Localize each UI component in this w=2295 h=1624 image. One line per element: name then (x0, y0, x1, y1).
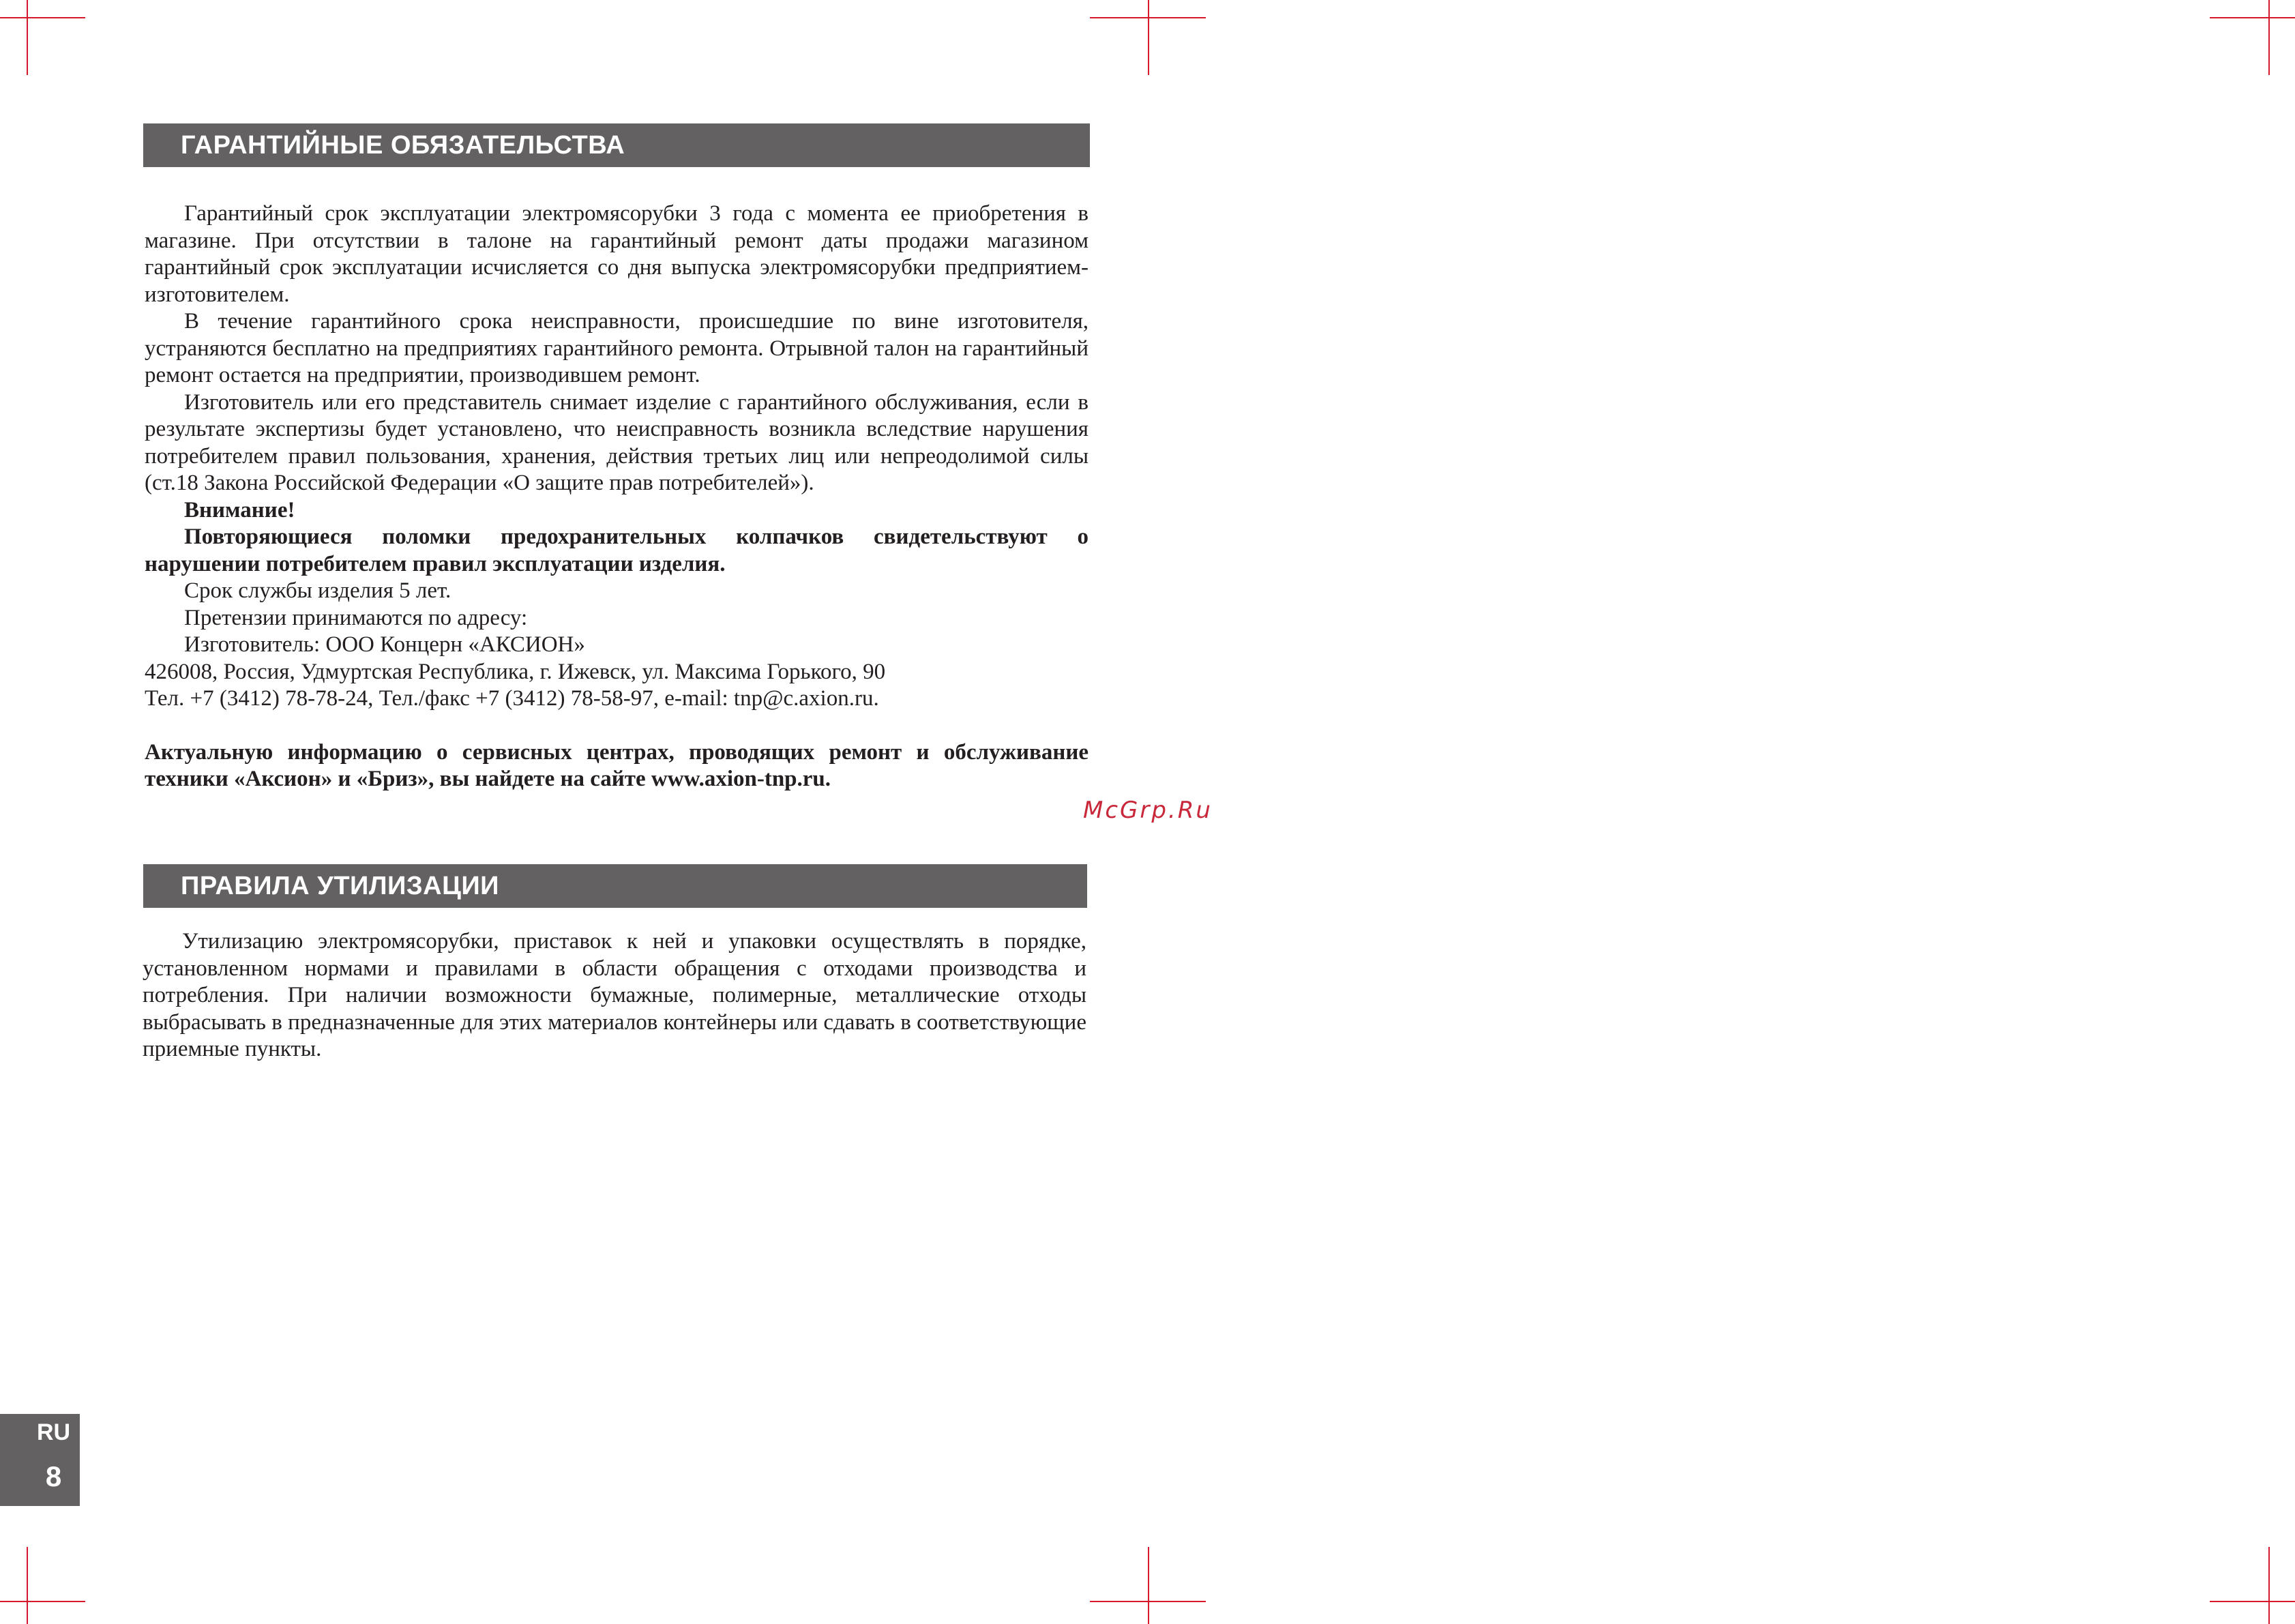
warranty-section-title: ГАРАНТИЙНЫЕ ОБЯЗАТЕЛЬСТВА (143, 123, 1090, 167)
page-number: 8 (45, 1460, 62, 1492)
manufacturer-contacts: Тел. +7 (3412) 78-78-24, Тел./факс +7 (3412) 78-58-97, e-mail: tnp@c.axion.ru. (145, 686, 879, 711)
language-label: RU (36, 1419, 71, 1445)
watermark: McGrp.Ru (1083, 797, 1213, 824)
service-centers-info: Актуальную информацию о сервисных центрах, проводящих ремонт и обслуживание техники «Аксион» и «Бриз», вы найдете на сайте www.axion-tnp.ru. (145, 739, 1089, 791)
warranty-paragraph: В течение гарантийного срока неисправности, происшедшие по вине изготовителя, устраняются бесплатно на предприятиях гарантийного ремонта. Отрывной талон на гарантийный ремонт остается на предприятии, производившем ремонт. (145, 309, 1089, 387)
page-tab (0, 1414, 80, 1506)
manufacturer-address: 426008, Россия, Удмуртская Республика, г. Ижевск, ул. Максима Горького, 90 (145, 659, 886, 684)
disposal-text (143, 928, 1086, 1063)
manufacturer-name: Изготовитель: ООО Концерн «АКСИОН» (184, 632, 585, 657)
claims-address-label: Претензии принимаются по адресу: (184, 605, 528, 630)
disposal-paragraph: Утилизацию электромясорубки, приставок к ней и упаковки осуществлять в порядке, установленном нормами и правилами в области обращения с отходами производства и потребления. При наличии возможности бумажные, полимерные, металлические отходы выбрасывать в предназначенные для этих материалов контейнеры или сдавать в соответствующие приемные пункты. (143, 929, 1086, 1061)
attention-warning: Повторяющиеся поломки предохранительных колпачков свидетельствуют о нарушении потребителем правил эксплуатации изделия. (145, 525, 1089, 576)
service-life: Срок службы изделия 5 лет. (184, 578, 451, 603)
warranty-paragraph: Изготовитель или его представитель снимает изделие с гарантийного обслуживания, если в результате экспертизы будет установлено, что неисправность возникла вследствие нарушения потребителем правил пользования, хранения, действия третьих лиц или непреодолимой силы (ст.18 Закона Российской Федерации «О защите прав потребителей»). (145, 389, 1089, 495)
disposal-section-title: ПРАВИЛА УТИЛИЗАЦИИ (143, 864, 1087, 908)
warranty-paragraph: Гарантийный срок эксплуатации электромясорубки 3 года с момента ее приобретения в магазине. При отсутствии в талоне на гарантийный ремонт даты продажи магазином гарантийный срок эксплуатации исчисляется со дня выпуска электромясорубки предприятием-изготовителем. (145, 201, 1089, 307)
attention-heading: Внимание! (184, 497, 295, 522)
warranty-text (145, 201, 1089, 793)
